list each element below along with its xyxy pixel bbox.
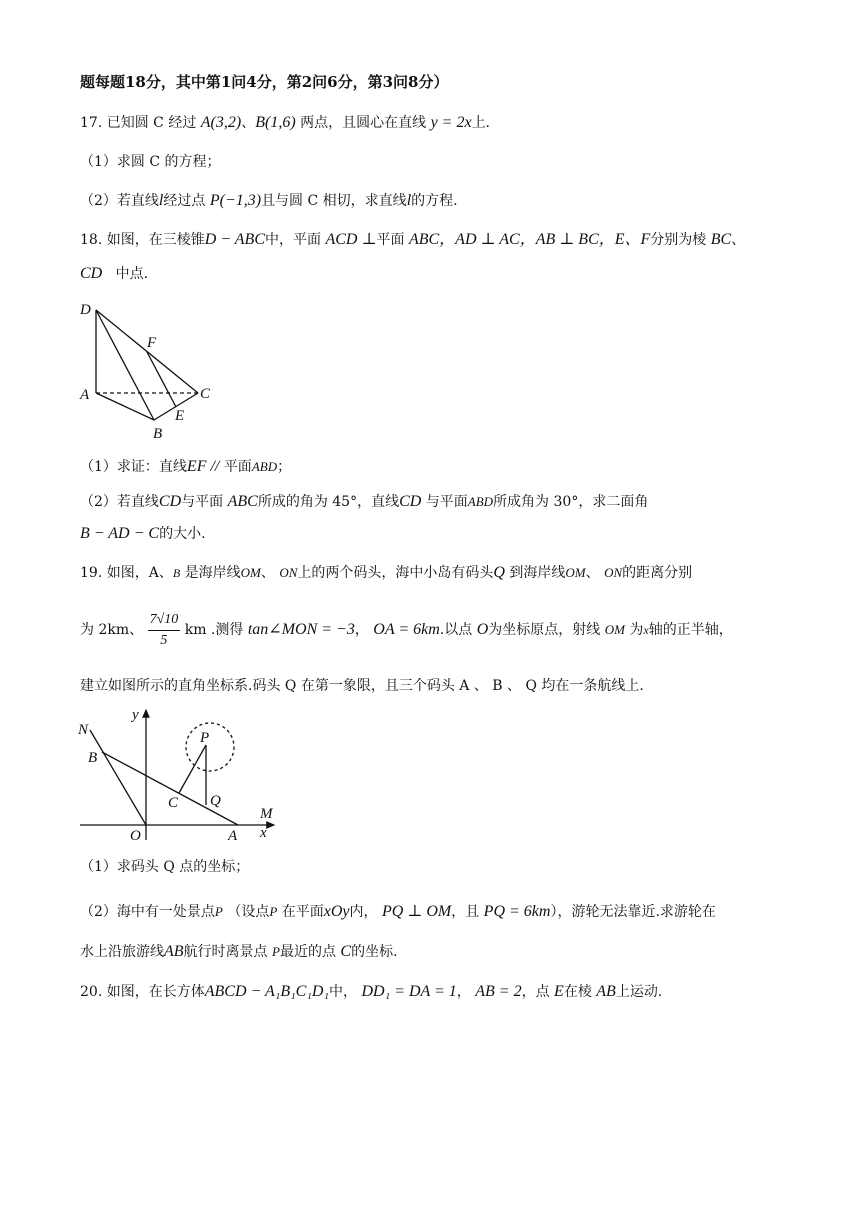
circle-p (186, 723, 234, 771)
fraction-7root10-over-5: $\frac{7√10}{5}$ (149, 611, 179, 648)
label-y: y (132, 707, 139, 723)
label-b: B (153, 426, 163, 442)
label-o: O (130, 828, 141, 844)
label-b: B (88, 750, 98, 766)
label-m: M (260, 806, 273, 822)
edge-db (96, 310, 154, 420)
label-a: A (228, 828, 238, 844)
q19-coordinate-figure (76, 700, 286, 845)
label-a: A (80, 387, 90, 403)
line-ab (102, 752, 238, 825)
label-d: D (80, 302, 91, 318)
q19-part1: （1）求码头 Q 点的坐标； (80, 859, 250, 875)
q18-tetrahedron-figure (74, 298, 224, 443)
q17-part2: （2）若直线l经过点 P(−1,3)且与圆 C 相切，求直线l的方程. (80, 192, 458, 209)
section-header: 题每题18分，其中第1问4分，第2问6分，第3问8分） (80, 73, 449, 91)
q19-part2-cont: 水上沿旅游线AB航行时离景点 P最近的点 C的坐标. (80, 943, 398, 960)
label-n: N (78, 722, 89, 738)
q18-part1: （1）求证：直线EF // 平面ABD； (80, 458, 292, 475)
edge-ab (96, 393, 154, 420)
q20-stem: 20. 如图，在长方体ABCD − A₁B₁C₁D₁中， DD₁ = DA = 1， AB = 2，点 E在棱 AB上运动. (80, 983, 663, 1000)
segment-pc (179, 745, 206, 793)
q18-part2: （2）若直线CD与平面 ABC所成的角为 45°，直线CD 与平面ABD所成角为 30°，求二面角 (80, 493, 649, 510)
ray-on (90, 730, 146, 825)
q19-part2: （2）海中有一处景点P （设点P 在平面xOy内， PQ ⊥ OM，且 PQ = 6km），游轮无法靠近.求游轮在 (80, 903, 716, 920)
q18-stem: 18. 如图，在三棱锥D − ABC中，平面 ACD ⊥平面 ABC，AD ⊥ AC，AB ⊥ BC，E、F分别为棱 BC、 (80, 231, 746, 248)
q19-stem: 19. 如图，A、B 是海岸线OM、 ON上的两个码头，海中小岛有码头Q 到海岸线OM、 ON的距离分别 (80, 564, 693, 581)
label-p: P (200, 730, 210, 746)
label-x: x (260, 825, 267, 841)
q18-stem-cont: CD 中点. (80, 265, 149, 282)
q17-stem: 17. 已知圆 C 经过 A(3,2)、B(1,6) 两点，且圆心在直线 y = 2x上. (80, 114, 491, 131)
q18-part2-cont: B − AD − C的大小. (80, 525, 206, 542)
edge-dc (96, 310, 198, 393)
segment-ef (147, 352, 176, 407)
q19-stem-line3: 建立如图所示的直角坐标系.码头 Q 在第一象限，且三个码头 A 、 B 、 Q 均在一条航线上. (80, 678, 644, 694)
label-e: E (175, 408, 185, 424)
label-f: F (147, 335, 157, 351)
label-q: Q (210, 793, 221, 809)
label-c: C (168, 795, 179, 811)
label-c: C (200, 386, 211, 402)
q17-part1: （1）求圆 C 的方程； (80, 154, 221, 170)
q19-stem-line2: 为 2km、 $\frac{7√10}{5}$ km .测得 tan∠MON = −3， OA = 6km.以点 O为坐标原点，射线 OM 为x轴的正半轴， (80, 607, 733, 653)
